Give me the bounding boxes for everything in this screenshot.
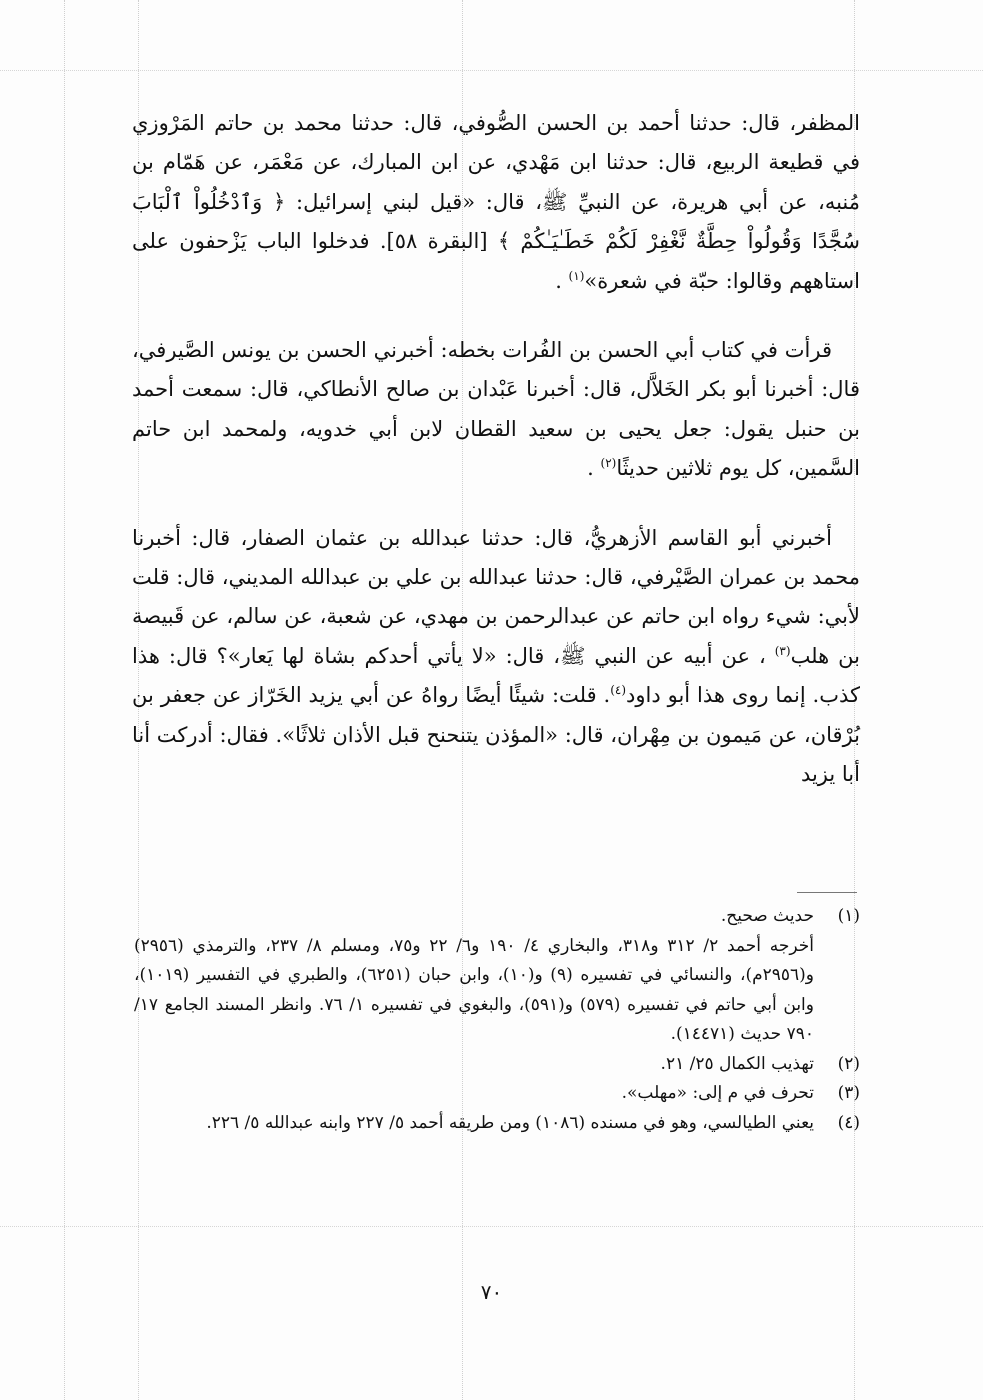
footnote-ref-4: (٤) [610,683,627,698]
footnote-ref-3: (٣) [774,643,791,658]
paragraph-2: قرأت في كتاب أبي الحسن بن الفُرات بخطه: أخبرني الحسن بن يونس الصَّيرفي، قال: أخبرنا أبو بكر الخَلاَّل، قال: أخبرنا عَبْدان بن صالح الأنطاكي، قال: سمعت أحمد بن حنبل يقول: جعل يحيى بن سعيد القطان لابن أبي خدويه، ولمحمد ابن حاتم السَّمين، كل يوم ثلاثين حديثًا$^{(٢)}$ . [132,338,860,481]
footnote-number: (٣) [837,1083,860,1103]
footnote-ref-1: (١) [568,268,585,283]
footnote-text: تهذيب الكمال ٢٥/ ٢١. [660,1053,814,1074]
paragraph-3-text-c: . قلت: شيئًا أيضًا رواهُ عن أبي يزيد الخَرّاز عن جعفر بن بُرْقان، عن مَيمون بن مِهْران، قال: «المؤذن يتنحنح قبل الأذان ثلاثًا». فقال: أدركت أنا أبا يزيد [132,683,860,787]
paragraph-1: المظفر، قال: حدثنا أحمد بن الحسن الصُّوفي، قال: حدثنا محمد بن حاتم المَرْوزي في قطيعة الربيع، قال: حدثنا ابن مَهْدي، عن ابن المبارك، عن مَعْمَر، عن هَمّام بن مُنبه، عن أبي هريرة، عن النبيِّ ﷺ، قال: «قيل لبني إسرائيل: ﴿ وَٱدْخُلُواْ ٱلْبَابَ سُجَّدًا وَقُولُواْ حِطَّةٌ نَّغْفِرْ لَكُمْ خَطَـٰيَـٰكُمْ ﴾ [البقرة ٥٨]. فدخلوا الباب يَزْحفون على استاههم وقالوا: حبّة في شعرة»$^{(١)}$ . [132,111,860,293]
paragraph-3-text-b: ، عن أبيه عن النبي ﷺ، قال: «لا يأتي أحدكم بشاة لها يَعار»؟ قال: هذا كذب. إنما روى هذا أبو داود [132,643,860,708]
footnote-2 [134,1050,860,1080]
scan-guide-line [0,1226,983,1227]
footnote-text: يعني الطيالسي، وهو في مسنده (١٠٨٦) ومن طريقه أحمد ٥/ ٢٢٧ وابنه عبدالله ٥/ ٢٢٦. [206,1112,814,1133]
paragraph-1-text: المظفر، قال: حدثنا أحمد بن الحسن الصُّوفي، قال: حدثنا محمد بن حاتم المَرْوزي في قطيعة الربيع، قال: حدثنا ابن مَهْدي، عن ابن المبارك، عن مَعْمَر، عن هَمّام بن مُنبه، عن أبي هريرة، عن النبيِّ ﷺ، قال: «قيل لبني إسرائيل: ﴿ وَٱدْخُلُواْ ٱلْبَابَ سُجَّدًا وَقُولُواْ حِطَّةٌ نَّغْفِرْ لَكُمْ خَطَـٰيَـٰكُمْ ﴾ [البقرة ٥٨]. فدخلوا الباب يَزْحفون على استاههم وقالوا: حبّة في شعرة» [132,111,860,293]
main-text [132,104,860,795]
footnote-1 [134,902,860,932]
footnote-3 [134,1079,860,1109]
footnote-number: (٢) [837,1053,860,1074]
footnote-1-continuation: أخرجه أحمد ٢/ ٣١٢ و٣١٨، والبخاري ٤/ ١٩٠ و٦/ ٢٢ و٧٥، ومسلم ٨/ ٢٣٧، والترمذي (٢٩٥٦) و(٢٩٥٦م)، والنسائي في تفسيره (٩) و(١٠)، وابن حبان (٦٢٥١)، والطبري في التفسير (١٠١٩)، وابن أبي حاتم في تفسيره (٥٧٩) و(٥٩١)، والبغوي في تفسيره ١/ ٧٦. وانظر المسند الجامع ١٧/ ٧٩٠ حديث (١٤٤٧١). [134,935,815,1044]
footnote-text: تحرف في م إلى: «مهلب». [621,1083,814,1103]
scan-guide-line [64,0,65,1400]
footnote-number: (٤) [837,1112,860,1133]
footnote-ref-2: (٢) [600,456,617,471]
paragraph-3-text-a: أخبرني أبو القاسم الأزهريُّ، قال: حدثنا عبدالله بن عثمان الصفار، قال: أخبرنا محمد بن عمران الصَّيْرفي، قال: حدثنا عبدالله بن علي بن عبدالله المديني، قال: قلت لأبي: شيء رواه ابن حاتم عن عبدالرحمن بن مهدي، عن شعبة، عن سالم، عن قَبيصة بن هلب [132,525,861,668]
page-number: ٧٠ [480,1280,503,1304]
footnotes [134,902,860,1138]
footnote-text: حديث صحيح. [720,906,814,926]
paragraph-3 [132,519,860,795]
footnote-number: (١) [837,906,860,926]
scan-guide-line [0,70,983,71]
paragraph-2-text: قرأت في كتاب أبي الحسن بن الفُرات بخطه: أخبرني الحسن بن يونس الصَّيرفي، قال: أخبرنا أبو بكر الخَلاَّل، قال: أخبرنا عَبْدان بن صالح الأنطاكي، قال: سمعت أحمد بن حنبل يقول: جعل يحيى بن سعيد القطان لابن أبي خدويه، ولمحمد ابن حاتم السَّمين، كل يوم ثلاثين حديثًا [132,338,860,481]
footnote-separator [797,892,857,893]
footnote-4 [134,1109,860,1139]
